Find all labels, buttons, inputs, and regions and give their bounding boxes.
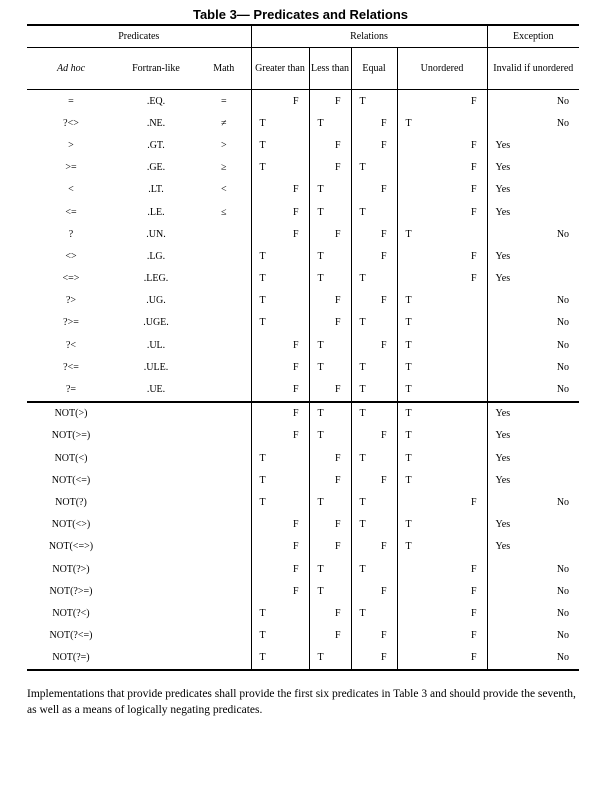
cell-less: T xyxy=(309,334,351,356)
cell-less: T xyxy=(309,580,351,602)
cell-greater: F xyxy=(251,223,309,245)
cell-fortran xyxy=(115,647,197,670)
cell-fortran xyxy=(115,514,197,536)
cell-adhoc: ?< xyxy=(65,339,77,351)
cell-fortran xyxy=(115,625,197,647)
cell-fortran: .LG. xyxy=(146,250,166,262)
cell-fortran: .GE. xyxy=(146,162,166,174)
table-title: Table 3— Predicates and Relations xyxy=(192,7,409,22)
cell-less: T xyxy=(309,179,351,201)
cell-equal: F xyxy=(351,425,397,447)
cell-math xyxy=(197,334,251,356)
cell-adhoc: NOT(>) xyxy=(27,402,115,425)
cell-fortran: .NE. xyxy=(146,117,166,129)
cell-less: T xyxy=(309,402,351,425)
cell-greater: F xyxy=(251,179,309,201)
cell-math xyxy=(197,312,251,334)
group-header-exception: Exception xyxy=(487,25,579,48)
cell-greater: T xyxy=(251,469,309,491)
table-row xyxy=(27,112,579,134)
cell-equal: F xyxy=(351,134,397,156)
cell-math: ≠ xyxy=(197,112,251,134)
table-row xyxy=(27,290,579,312)
cell-math: ≥ xyxy=(197,157,251,179)
cell-greater: F xyxy=(251,201,309,223)
cell-greater: F xyxy=(251,558,309,580)
col-header-less: Less than xyxy=(309,48,351,90)
cell-unordered: F xyxy=(397,580,487,602)
table-row xyxy=(27,223,579,245)
predicates-table xyxy=(27,24,579,671)
cell-adhoc: ?<> xyxy=(63,117,79,129)
cell-equal: T xyxy=(351,378,397,401)
cell-fortran: .LT. xyxy=(148,184,164,196)
cell-less: F xyxy=(309,157,351,179)
cell-math xyxy=(197,245,251,267)
cell-invalid: Yes xyxy=(495,206,511,218)
cell-math xyxy=(197,536,251,558)
cell-math xyxy=(197,402,251,425)
cell-less: F xyxy=(309,536,351,558)
cell-unordered: F xyxy=(397,201,487,223)
table-row xyxy=(27,647,579,670)
cell-unordered: T xyxy=(397,447,487,469)
cell-invalid: No xyxy=(556,339,570,351)
cell-invalid: No xyxy=(556,607,570,619)
cell-greater: F xyxy=(251,90,309,113)
table-row xyxy=(27,558,579,580)
table-row xyxy=(27,536,579,558)
cell-invalid: No xyxy=(487,647,579,670)
cell-unordered: F xyxy=(397,625,487,647)
cell-math xyxy=(197,491,251,513)
cell-greater: T xyxy=(251,602,309,624)
cell-invalid: Yes xyxy=(495,162,511,174)
cell-unordered: F xyxy=(397,90,487,113)
cell-unordered: F xyxy=(397,491,487,513)
cell-math xyxy=(197,647,251,670)
cell-equal: T xyxy=(351,312,397,334)
cell-math xyxy=(197,425,251,447)
cell-less: T xyxy=(309,245,351,267)
table-row xyxy=(27,378,579,401)
cell-greater: T xyxy=(251,157,309,179)
cell-invalid: No xyxy=(556,384,570,396)
cell-fortran: .UN. xyxy=(146,228,166,240)
cell-invalid: No xyxy=(556,563,570,575)
cell-adhoc: <= xyxy=(65,206,77,218)
table-row xyxy=(27,402,579,425)
cell-adhoc: NOT(<) xyxy=(54,452,88,464)
cell-unordered: T xyxy=(397,334,487,356)
cell-invalid: No xyxy=(556,496,570,508)
cell-unordered: F xyxy=(397,157,487,179)
cell-less: F xyxy=(309,378,351,401)
cell-greater: T xyxy=(251,625,309,647)
cell-equal: T xyxy=(351,157,397,179)
cell-invalid: No xyxy=(556,295,570,307)
col-header-math: Math xyxy=(197,48,251,90)
cell-less: T xyxy=(309,425,351,447)
cell-equal: T xyxy=(351,268,397,290)
table-row xyxy=(27,334,579,356)
cell-unordered: F xyxy=(397,134,487,156)
cell-fortran: .LE. xyxy=(147,206,165,218)
table-row xyxy=(27,245,579,267)
cell-math xyxy=(197,378,251,401)
cell-math xyxy=(197,558,251,580)
table-row xyxy=(27,90,579,113)
cell-equal: T xyxy=(351,447,397,469)
cell-adhoc: NOT(<=) xyxy=(51,474,91,486)
cell-adhoc: > xyxy=(68,139,74,151)
cell-equal: F xyxy=(351,334,397,356)
cell-greater: F xyxy=(251,402,309,425)
cell-unordered: T xyxy=(397,223,487,245)
cell-invalid: Yes xyxy=(495,452,511,464)
col-header-invalid: Invalid if unordered xyxy=(487,48,579,90)
cell-adhoc: ? xyxy=(68,228,74,240)
cell-equal: F xyxy=(351,112,397,134)
cell-equal: F xyxy=(351,290,397,312)
cell-equal: F xyxy=(351,179,397,201)
cell-adhoc: NOT(?<=) xyxy=(49,630,93,642)
cell-greater: T xyxy=(251,312,309,334)
cell-adhoc: ?>= xyxy=(63,317,79,329)
cell-adhoc: < xyxy=(68,184,74,196)
cell-invalid: Yes xyxy=(487,402,579,425)
cell-equal: T xyxy=(351,602,397,624)
cell-unordered: F xyxy=(397,558,487,580)
table-row xyxy=(27,179,579,201)
table-row xyxy=(27,602,579,624)
cell-fortran xyxy=(115,469,197,491)
cell-less: T xyxy=(309,491,351,513)
cell-greater: T xyxy=(251,268,309,290)
cell-less: F xyxy=(309,625,351,647)
cell-unordered: F xyxy=(397,179,487,201)
cell-less: T xyxy=(309,558,351,580)
cell-math: > xyxy=(197,134,251,156)
cell-unordered: T xyxy=(397,469,487,491)
cell-math xyxy=(197,223,251,245)
cell-greater: F xyxy=(251,356,309,378)
cell-unordered: F xyxy=(397,245,487,267)
cell-fortran xyxy=(115,558,197,580)
cell-greater: T xyxy=(251,647,309,670)
cell-equal: F xyxy=(351,223,397,245)
cell-greater: F xyxy=(251,536,309,558)
table-row xyxy=(27,157,579,179)
table-row xyxy=(27,312,579,334)
cell-fortran xyxy=(115,536,197,558)
cell-fortran xyxy=(115,602,197,624)
cell-greater: T xyxy=(251,491,309,513)
cell-unordered: T xyxy=(397,536,487,558)
cell-invalid: Yes xyxy=(495,474,511,486)
table-row xyxy=(27,514,579,536)
cell-math xyxy=(197,514,251,536)
cell-greater: T xyxy=(251,245,309,267)
cell-adhoc: NOT(<=>) xyxy=(48,541,94,553)
cell-invalid: No xyxy=(556,117,570,129)
table-row xyxy=(27,580,579,602)
cell-equal: T xyxy=(351,558,397,580)
cell-less: F xyxy=(309,602,351,624)
cell-adhoc: ?= xyxy=(65,384,77,396)
cell-unordered: T xyxy=(397,378,487,401)
cell-invalid: No xyxy=(556,228,570,240)
cell-less: F xyxy=(309,290,351,312)
cell-fortran: .UGE. xyxy=(143,317,169,329)
cell-equal: F xyxy=(351,245,397,267)
cell-adhoc: >= xyxy=(65,162,77,174)
cell-unordered: T xyxy=(397,425,487,447)
cell-greater: F xyxy=(251,580,309,602)
cell-adhoc: NOT(<>) xyxy=(51,519,91,531)
cell-equal: T xyxy=(351,491,397,513)
cell-less: F xyxy=(309,223,351,245)
cell-unordered: T xyxy=(397,112,487,134)
cell-fortran: .UG. xyxy=(146,295,166,307)
cell-math xyxy=(197,625,251,647)
cell-adhoc: NOT(?) xyxy=(55,496,87,508)
cell-fortran: .UL. xyxy=(146,339,166,351)
cell-math xyxy=(197,602,251,624)
table-row xyxy=(27,356,579,378)
cell-fortran: .EQ. xyxy=(146,95,166,107)
cell-invalid: Yes xyxy=(495,250,511,262)
cell-less: T xyxy=(309,112,351,134)
cell-invalid: Yes xyxy=(495,273,511,285)
cell-less: F xyxy=(309,312,351,334)
cell-less: T xyxy=(309,201,351,223)
cell-equal: T xyxy=(351,90,397,113)
cell-invalid: Yes xyxy=(495,430,511,442)
cell-greater: T xyxy=(251,290,309,312)
group-header-predicates: Predicates xyxy=(27,25,251,48)
cell-invalid: No xyxy=(556,95,570,107)
cell-equal: F xyxy=(351,580,397,602)
cell-less: F xyxy=(309,90,351,113)
cell-unordered: F xyxy=(397,602,487,624)
table-row xyxy=(27,268,579,290)
cell-equal: F xyxy=(351,647,397,670)
cell-fortran xyxy=(115,447,197,469)
cell-equal: T xyxy=(351,514,397,536)
cell-less: T xyxy=(309,356,351,378)
cell-fortran xyxy=(115,402,197,425)
cell-equal: F xyxy=(351,536,397,558)
cell-greater: T xyxy=(251,447,309,469)
cell-less: F xyxy=(309,134,351,156)
table-body xyxy=(27,90,579,670)
cell-unordered: F xyxy=(397,268,487,290)
cell-math xyxy=(197,447,251,469)
cell-invalid: No xyxy=(556,361,570,373)
cell-unordered: F xyxy=(397,647,487,670)
cell-adhoc: <> xyxy=(65,250,77,262)
cell-fortran xyxy=(115,580,197,602)
group-header-relations: Relations xyxy=(251,25,487,48)
col-header-unordered: Unordered xyxy=(397,48,487,90)
cell-adhoc: NOT(?=) xyxy=(27,647,115,670)
cell-adhoc: ?> xyxy=(65,295,77,307)
cell-fortran: .GT. xyxy=(147,139,165,151)
cell-fortran: .LEG. xyxy=(143,273,169,285)
cell-invalid: Yes xyxy=(495,184,511,196)
cell-equal: F xyxy=(351,469,397,491)
cell-adhoc: NOT(?>) xyxy=(52,563,90,575)
cell-invalid: No xyxy=(556,585,570,597)
cell-adhoc: NOT(?>=) xyxy=(49,585,93,597)
cell-math xyxy=(197,580,251,602)
cell-invalid: Yes xyxy=(495,139,511,151)
footnote: Implementations that provide predicates shall provide the first six predicates in Table 3 and should provide the seventh, as well as a means of logically negating predicates. xyxy=(27,688,576,716)
cell-unordered: T xyxy=(397,514,487,536)
cell-less: F xyxy=(309,447,351,469)
col-header-fortran: Fortran-like xyxy=(115,48,197,90)
cell-equal: F xyxy=(351,625,397,647)
cell-unordered: T xyxy=(397,356,487,378)
cell-invalid: Yes xyxy=(495,519,511,531)
cell-math xyxy=(197,469,251,491)
cell-adhoc: NOT(>=) xyxy=(51,430,91,442)
col-header-equal: Equal xyxy=(351,48,397,90)
cell-math: ≤ xyxy=(197,201,251,223)
cell-math xyxy=(197,290,251,312)
cell-unordered: T xyxy=(397,402,487,425)
cell-adhoc: <=> xyxy=(62,273,80,285)
col-header-greater: Greater than xyxy=(251,48,309,90)
cell-greater: T xyxy=(251,112,309,134)
cell-math: = xyxy=(197,90,251,113)
cell-equal: T xyxy=(351,402,397,425)
cell-greater: F xyxy=(251,378,309,401)
cell-less: F xyxy=(309,469,351,491)
cell-fortran: .UE. xyxy=(146,384,166,396)
cell-adhoc: ?<= xyxy=(63,361,79,373)
table-row xyxy=(27,425,579,447)
cell-greater: F xyxy=(251,425,309,447)
cell-less: F xyxy=(309,514,351,536)
cell-adhoc: = xyxy=(68,95,74,107)
cell-unordered: T xyxy=(397,290,487,312)
cell-greater: F xyxy=(251,514,309,536)
cell-fortran xyxy=(115,491,197,513)
cell-adhoc: NOT(?<) xyxy=(52,607,90,619)
table-row xyxy=(27,134,579,156)
col-header-adhoc: Ad hoc xyxy=(27,48,115,90)
table-row xyxy=(27,201,579,223)
cell-greater: F xyxy=(251,334,309,356)
cell-less: T xyxy=(309,647,351,670)
cell-equal: T xyxy=(351,356,397,378)
cell-equal: T xyxy=(351,201,397,223)
cell-math: < xyxy=(197,179,251,201)
cell-fortran xyxy=(115,425,197,447)
cell-fortran: .ULE. xyxy=(143,361,169,373)
cell-greater: T xyxy=(251,134,309,156)
table-row xyxy=(27,491,579,513)
cell-unordered: T xyxy=(397,312,487,334)
cell-invalid: No xyxy=(556,317,570,329)
cell-invalid: No xyxy=(556,630,570,642)
cell-less: T xyxy=(309,268,351,290)
table-row xyxy=(27,625,579,647)
cell-invalid: Yes xyxy=(495,541,511,553)
table-row xyxy=(27,447,579,469)
cell-math xyxy=(197,268,251,290)
cell-math xyxy=(197,356,251,378)
table-row xyxy=(27,469,579,491)
